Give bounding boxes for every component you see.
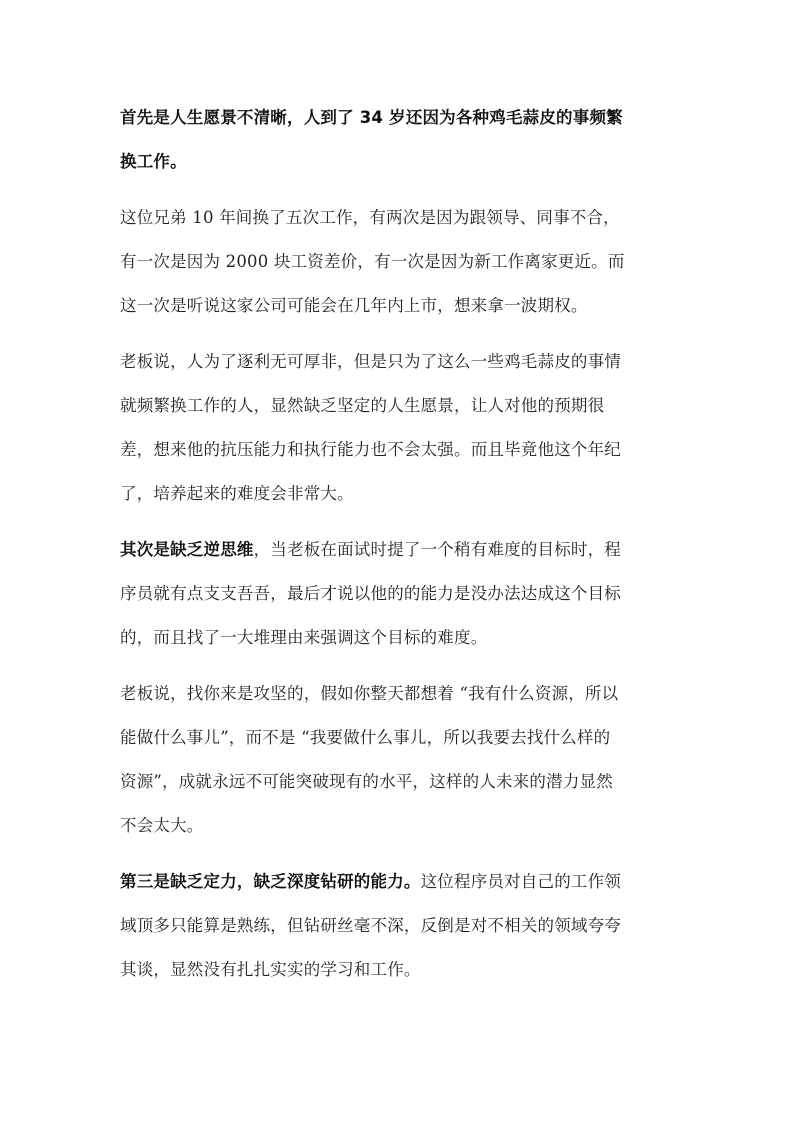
paragraph-6-line-2: 域顶多只能算是熟练，但钻研丝毫不深，反倒是对不相关的领域夸夸: [120, 916, 621, 935]
paragraph-3-line-2: 就频繁换工作的人，显然缺乏坚定的人生愿景，让人对他的预期很: [120, 396, 605, 415]
paragraph-3-line-4: 了，培养起来的难度会非常大。: [120, 484, 354, 503]
paragraph-5-line-4: 不会太大。: [120, 816, 204, 835]
paragraph-6-line-1: [120, 860, 676, 904]
paragraph-6-line-3: 其谈，显然没有扎扎实实的学习和工作。: [120, 960, 421, 979]
paragraph-2-line-3: 这一次是听说这家公司可能会在几年内上市，想来拿一波期权。: [120, 296, 588, 315]
paragraph-4-line-2: 序员就有点支支吾吾，最后才说以他的的能力是没办法达成这个目标: [120, 584, 621, 603]
paragraph-2-line-1: 这位兄弟 10 年间换了五次工作，有两次是因为跟领导、同事不合，: [120, 208, 620, 227]
paragraph-3-line-1: 老板说，人为了逐利无可厚非，但是只为了这么一些鸡毛蒜皮的事情: [120, 352, 621, 371]
paragraph-5-line-3: 资源”，成就永远不可能突破现有的水平，这样的人未来的潜力显然: [120, 772, 613, 791]
paragraph-4-line-3: 的，而且找了一大堆理由来强调这个目标的难度。: [120, 628, 488, 647]
paragraph-4-lead: 其次是缺乏逆思维: [120, 540, 254, 559]
paragraph-2: [120, 196, 676, 328]
paragraph-5: [120, 672, 676, 848]
paragraph-4-line-1-rest: ，当老板在面试时提了一个稍有难度的目标时，程: [253, 540, 622, 559]
paragraph-6-lead: 第三是缺乏定力，缺乏深度钻研的能力。: [120, 872, 421, 891]
paragraph-4-line-1: [120, 528, 676, 572]
paragraph-6: [120, 860, 676, 992]
paragraph-1-heading: [120, 96, 676, 184]
paragraph-5-line-2: 能做什么事儿”，而不是 “我要做什么事儿，所以我要去找什么样的: [120, 728, 611, 747]
paragraph-6-line-1-rest: 这位程序员对自己的工作领: [420, 872, 622, 891]
document-body: [120, 96, 676, 1004]
paragraph-4: [120, 528, 676, 660]
paragraph-3-line-3: 差，想来他的抗压能力和执行能力也不会太强。而且毕竟他这个年纪: [120, 440, 621, 459]
paragraph-1-line-2: 换工作。: [120, 152, 187, 171]
paragraph-5-line-1: 老板说，找你来是攻坚的，假如你整天都想着 “我有什么资源，所以: [120, 684, 619, 703]
paragraph-1-line-1: 首先是人生愿景不清晰，人到了 34 岁还因为各种鸡毛蒜皮的事频繁: [120, 108, 623, 127]
paragraph-2-line-2: 有一次是因为 2000 块工资差价，有一次是因为新工作离家更近。而: [120, 252, 625, 271]
paragraph-3: [120, 340, 676, 516]
